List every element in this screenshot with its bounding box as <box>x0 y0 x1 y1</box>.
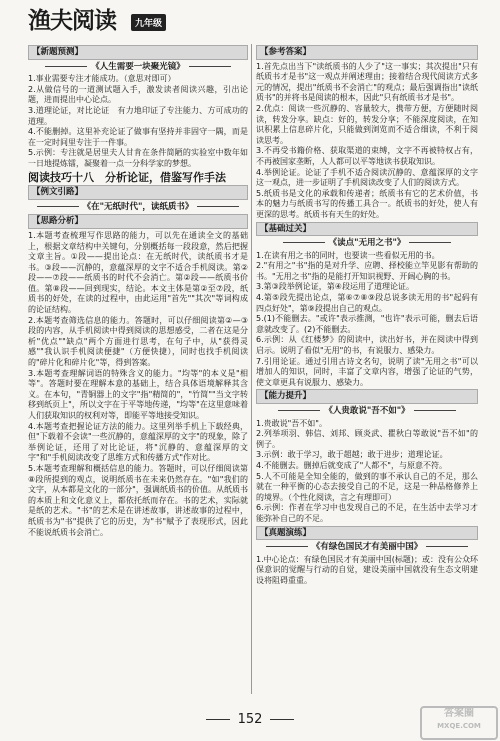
list-item: 3.本题考查理解词语的特殊含义的能力。"均等"的本义是"相等"。答题时要在理解本意的基础上，结合具体语境解释其含义。在本句，"青铜器上的文字"指"精简的"，"竹简""当文字转移到纸页上"，所以文字在于平等地传递，"均等"在这里意味着人们获取知识的权利对等，即能平等地接受知识。 <box>28 368 248 420</box>
list-item: 5.示例：专注就是居里夫人甘肯在条件简陋的实验室中数年如一日地提炼镭，凝聚着一点一分科学家的梦想。 <box>28 148 248 168</box>
list-item: 4.本题考查把握论证方法的能力。这里列举手机上下载经典，但"下载着不会读"一些沉静的，意蕴深厚的文字"的现象，除了举例论证，还用了对比论证，将"沉静的、意蕴深厚的文字"和"手机阅读改变了思维方式和传播方式"作对比。 <box>28 421 248 463</box>
article-title-paper: 《在"无纸时代"，读纸质书》 <box>28 202 248 213</box>
section-ability: 【能力提升】 <box>256 389 478 404</box>
list-item: 1.中心论点：有绿色国民才有美丽中国(标题)；或：没有公众环保意识的觉醒与行动的自觉，建设美丽中国就没有生态文明建设将阻碍重重。 <box>256 554 478 585</box>
list-item: 6.示例：作者在学习中也发现自己的不足，在生活中去学习才能弥补自己的不足。 <box>256 503 478 523</box>
list-item: 4.不能删去。删掉后就变成了"人都不"，与原意不符。 <box>256 460 447 470</box>
list-item: 4.第⑤段先提出论点，第⑥⑦⑧⑨段总说多读无用的书"起码有四点好处"，第⑨段提出自己的观点。 <box>256 293 478 313</box>
list-item: 1.在读有用之书的同时，也要读一些看似无用的书。 <box>256 250 440 260</box>
list-item: 5.纸质书是文化的承载和传递者；纸质书有它的艺术价值，书本的魅力与纸质书写的传播工具合一。纸质书的好处，使人有更深的思考。纸质书有天生的好处。 <box>256 188 478 219</box>
section-answers: 【参考答案】 <box>256 45 478 60</box>
list-item: 3.道理论证，对比论证 有力地印证了专注能力、方可成功的道理。 <box>28 105 248 126</box>
page-number: 152 <box>0 712 500 727</box>
article-title-green-china: 《有绿色国民才有美丽中国》 <box>256 542 478 553</box>
list-item: 2."有用之"书"指的是对升学、应聘、择校能立竿见影有帮助的书。"无用之书"指的是能打开知识视野、开阔心胸的书。 <box>256 261 478 281</box>
column-divider <box>251 44 252 694</box>
list-item: 5.(1)不能删去。"或许"表示推测，"也许"表示可能，删去后语意就改变了。(2)不能删去。 <box>256 314 478 334</box>
section-example: 【例文引路】 <box>28 185 248 200</box>
book-logo: 渔夫阅读 <box>28 7 116 34</box>
article-title-wubuxu: 《人贵敢说"吾不如"》 <box>256 406 478 417</box>
article-title-focus: 《人生需要一块聚光镜》 <box>28 62 248 73</box>
list-item: 2.列举项羽、韩信、刘邦、顾炎武、瞿秋白等敢说"吾不如"的例子。 <box>256 429 478 449</box>
list-item: 3.不再受书籍价格、获取渠道的束缚，文字不再被特权占有，不再被国家垄断，人人都可以平等地读书获取知识。 <box>256 146 478 166</box>
list-item: 7.引用论证。通过引用古诗文名句，说明了读"无用之书"可以增加人的知识，同时，丰富了文章内容，增强了论证的气势，使文章更具有说服力、感染力。 <box>256 356 478 387</box>
left-column <box>28 44 248 538</box>
watermark-logo: 答案圈 MXQE.COM <box>420 706 498 740</box>
list-item: 5.本题考查理解和概括信息的能力。答题时，可以仔细阅读第⑧段所提到的观点，说明纸质书在未来仍然存在。"如"我们的文字，从本都是文化的一部分"，强调纸质书的价值。从纸质书的本质上和文化意义上，都依托纸而存在。书的艺术，实际就是纸的艺术。"书"的艺术是在讲述故事，讲述故事的过程中，纸质书为"书"提供了它的历史，为"书"赋予了表现形式，因此不能说纸质书会消亡。 <box>28 463 248 537</box>
page-header <box>28 6 498 36</box>
list-item: 1.贵敢说"吾不如"。 <box>256 418 327 428</box>
article-title-useless-books: 《读点"无用之书"》 <box>256 238 478 249</box>
list-item: 1.首先点出当下"读纸质书的人少了"这一事实；其次提出"只有纸质书才是书"这一观点并阐述理由；接着结合现代阅读方式多元的情况，提出"纸质书不会消亡"的观点；最后强调指出"读纸质书"的并将书是阅读的根本，因此"只有纸质书才是书"。 <box>256 61 478 103</box>
list-item: 3.第③段举例论证，第④段运用了道理论证。 <box>256 282 414 292</box>
list-item: 6.示例：从《红楼梦》的阅读中，读出好书，并在阅读中得到启示。说明了看似"无用"的书，有说服力、感染力。 <box>256 335 478 356</box>
list-item: 4.不能删掉。这里补充论证了做事有坚持并非固守一隅，而是在一定时间里专注于一件事。 <box>28 127 248 147</box>
list-item: 1.事业需要专注才能成功。（意思对即可） <box>28 74 176 84</box>
section-analysis: 【思路分析】 <box>28 214 248 229</box>
list-item: 5.人不可能是全知全能的，做到的事不承认自己的不足，那么就在一种平衡的心态去接受自己的不足，这是一种品格修养上的境界。（个性化阅读，言之有理即可） <box>256 471 478 502</box>
list-item: 2.优点：阅读一些沉静的、容量较大，携带方便，方便随时阅读，转发分享。缺点：好的，转发分享；不能深度阅读，在知识积累上信息碎片化，只能做到浏览而不适合细读，不利于阅读思考。 <box>256 103 478 145</box>
right-column <box>256 44 478 587</box>
list-item: 1.本题考查梳理写作思路的能力，可以先在通读全文的基础上，根据文章结构中关键句，分别概括每一段段意，然后把握文章主旨。①段——提出论点：在无纸时代，读纸质书才是书。③段——沉静的，意蕴深厚的文字不适合手机阅读。第②段——⑦段——纸质书的时代不会消亡。第②段——纸质书价值。第⑧段——回到现实，结论。本文主体是第②至⑦段，纸质书的好处，在读的过程中，由此运用"首先""其次"等词构成的论证结构。 <box>28 230 248 315</box>
list-item: 2.从做信号的一道测试题入手，激发读者阅读兴趣，引出论题，进而提出中心论点。 <box>28 84 248 105</box>
list-item: 4.举例论证。论证了手机不适合阅读沉静的、意蕴深厚的文字这一观点，进一步证明了手机阅读改变了人们的阅读方式。 <box>256 167 478 188</box>
list-item: 2.本题考查筛选信息的能力。答题时，可以仔细阅读第②—③段的内容，从手机阅读中得到阅读的思想感受，二者在这是分析"优点""缺点"两个方面进行思考，在句子中，从"获得灵感""我认识手机阅读便捷"（方便快捷），同时也找手机阅读的"碎片化和碎片化"等，得到答案。 <box>28 315 248 368</box>
section-real-exam: 【真题演练】 <box>256 526 478 541</box>
skill-heading: 阅读技巧十八 分析论证，借鉴写作手法 <box>28 170 226 184</box>
grade-badge: 九年级 <box>131 14 166 31</box>
section-basic: 【基础过关】 <box>256 222 478 237</box>
section-new-prediction: 【新题预测】 <box>28 45 248 60</box>
list-item: 3.示例：敢于学习，敢于超越；敢于进步；道理论证。 <box>256 450 448 460</box>
